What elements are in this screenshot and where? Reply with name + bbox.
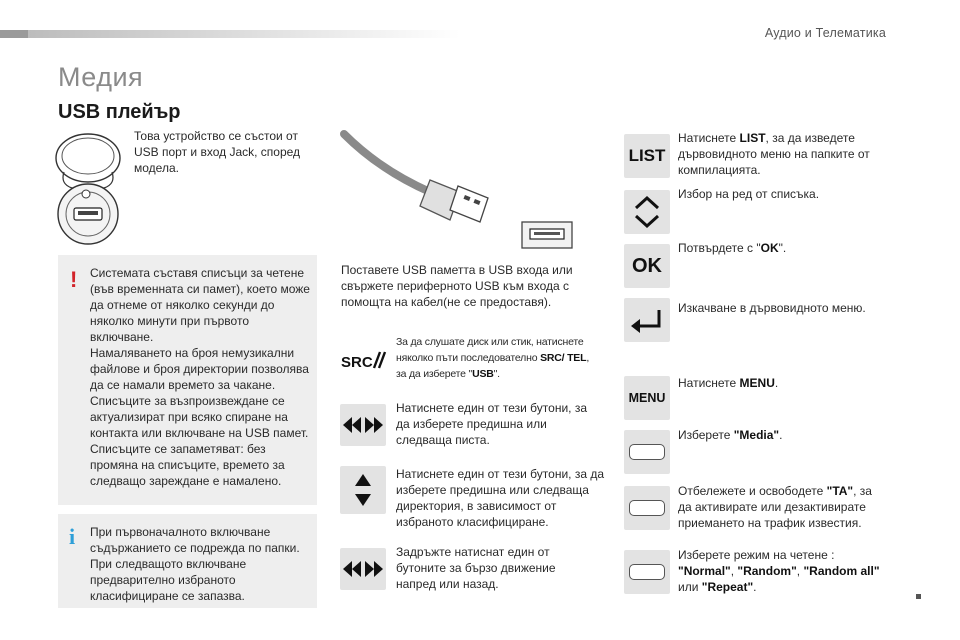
info-text: При първоначалното включване съдържанието се подрежда по папки. При следващото включване предварително избраното класифициране се запазва.: [90, 525, 300, 603]
seek-text: Задръжте натиснат един от бутоните за бързо движение напред или назад.: [396, 545, 556, 591]
top-decor-bar: [0, 30, 460, 38]
ok-button-label: OK: [632, 254, 662, 277]
warning-p3: Списъците за възпроизвеждане се актуализират при всяко спиране на контакта или включване на USB памет.: [90, 394, 309, 440]
page-title: Медия: [58, 62, 144, 92]
section-title: Аудио и Телематика: [764, 26, 886, 40]
seek-buttons[interactable]: [340, 548, 386, 590]
insert-usb-text: Поставете USB паметта в USB входа или свържете периферното USB към входа с помощта на кабел(не се предоставя).: [341, 263, 573, 309]
select-text: Избор на ред от списъка.: [678, 187, 820, 201]
return-arrow-icon: [630, 307, 664, 333]
warning-box: [58, 255, 317, 505]
menu-button[interactable]: [624, 376, 670, 420]
page-subtitle: USB плейър: [58, 101, 181, 123]
ok-text: Потвърдете с "OK".: [678, 241, 787, 255]
menu-button-label: MENU: [628, 391, 666, 405]
media-text: Изберете "Media".: [678, 428, 783, 442]
src-button-label: SRC: [341, 354, 373, 371]
track-prev-next-buttons[interactable]: [340, 404, 386, 446]
ta-option-button[interactable]: [624, 486, 670, 530]
warning-p1: Системата съставя списъци за четене (във временната си памет), което може да отнеме от няколко секунди до няколко минути при първото включване.: [90, 266, 310, 344]
ta-text: Отбележете и освободете "TA", за да активирате или дезактивирате приемането на трафик известия.: [678, 484, 872, 530]
warning-p2: Намаляването на броя немузикални файлове и броя директории позволява да се намали времето за чакане.: [90, 346, 309, 392]
media-option-button[interactable]: [624, 430, 670, 474]
ok-button[interactable]: [624, 244, 670, 288]
list-button-label: LIST: [628, 146, 666, 165]
select-up-down-buttons[interactable]: [624, 190, 670, 234]
read-mode-text: Изберете режим на четене : "Normal", "Random", "Random all" или "Repeat".: [678, 548, 880, 594]
back-button[interactable]: [624, 298, 670, 342]
option-pill-icon: [629, 500, 665, 516]
usb-stick-illustration: [340, 130, 580, 250]
folder-up-down-buttons[interactable]: [340, 466, 386, 514]
info-box: [58, 514, 317, 608]
intro-text: Това устройство се състои от USB порт и вход Jack, според модела.: [134, 129, 301, 175]
folder-text: Натиснете един от тези бутони, за да изберете предишна или следваща директория, в зависимост от избраното класифициране.: [396, 467, 605, 529]
triangle-up-down-icon: [353, 472, 373, 508]
back-text: Изкачване в дървовидното меню.: [678, 301, 866, 315]
list-button[interactable]: [624, 134, 670, 178]
warning-p4: Списъците се запаметяват: без промяна на списъците, времето за следващо зареждане е намалено.: [90, 442, 285, 488]
footer-marker: [916, 594, 921, 599]
src-text: За да слушате диск или стик, натиснете няколко пъти последователно SRC/ TEL, за да изберете "USB".: [396, 336, 590, 380]
read-mode-option-button[interactable]: [624, 550, 670, 594]
option-pill-icon: [629, 564, 665, 580]
track-text: Натиснете един от тези бутони, за да изберете предишна или следваща писта.: [396, 401, 587, 447]
menu-text: Натиснете MENU.: [678, 376, 779, 390]
list-text: Натиснете LIST, за да изведете дървовидното меню на папките от компилацията.: [678, 131, 870, 177]
top-decor-bar-accent: [0, 30, 28, 38]
option-pill-icon: [629, 444, 665, 460]
src-tel-button[interactable]: [339, 346, 387, 376]
usb-port-illustration: [50, 128, 130, 248]
exclamation-icon: !: [70, 267, 78, 292]
fast-rewind-forward-icon: [342, 560, 384, 578]
rewind-forward-icon: [342, 416, 384, 434]
chevron-up-down-icon: [633, 194, 661, 230]
info-icon: i: [69, 524, 76, 549]
